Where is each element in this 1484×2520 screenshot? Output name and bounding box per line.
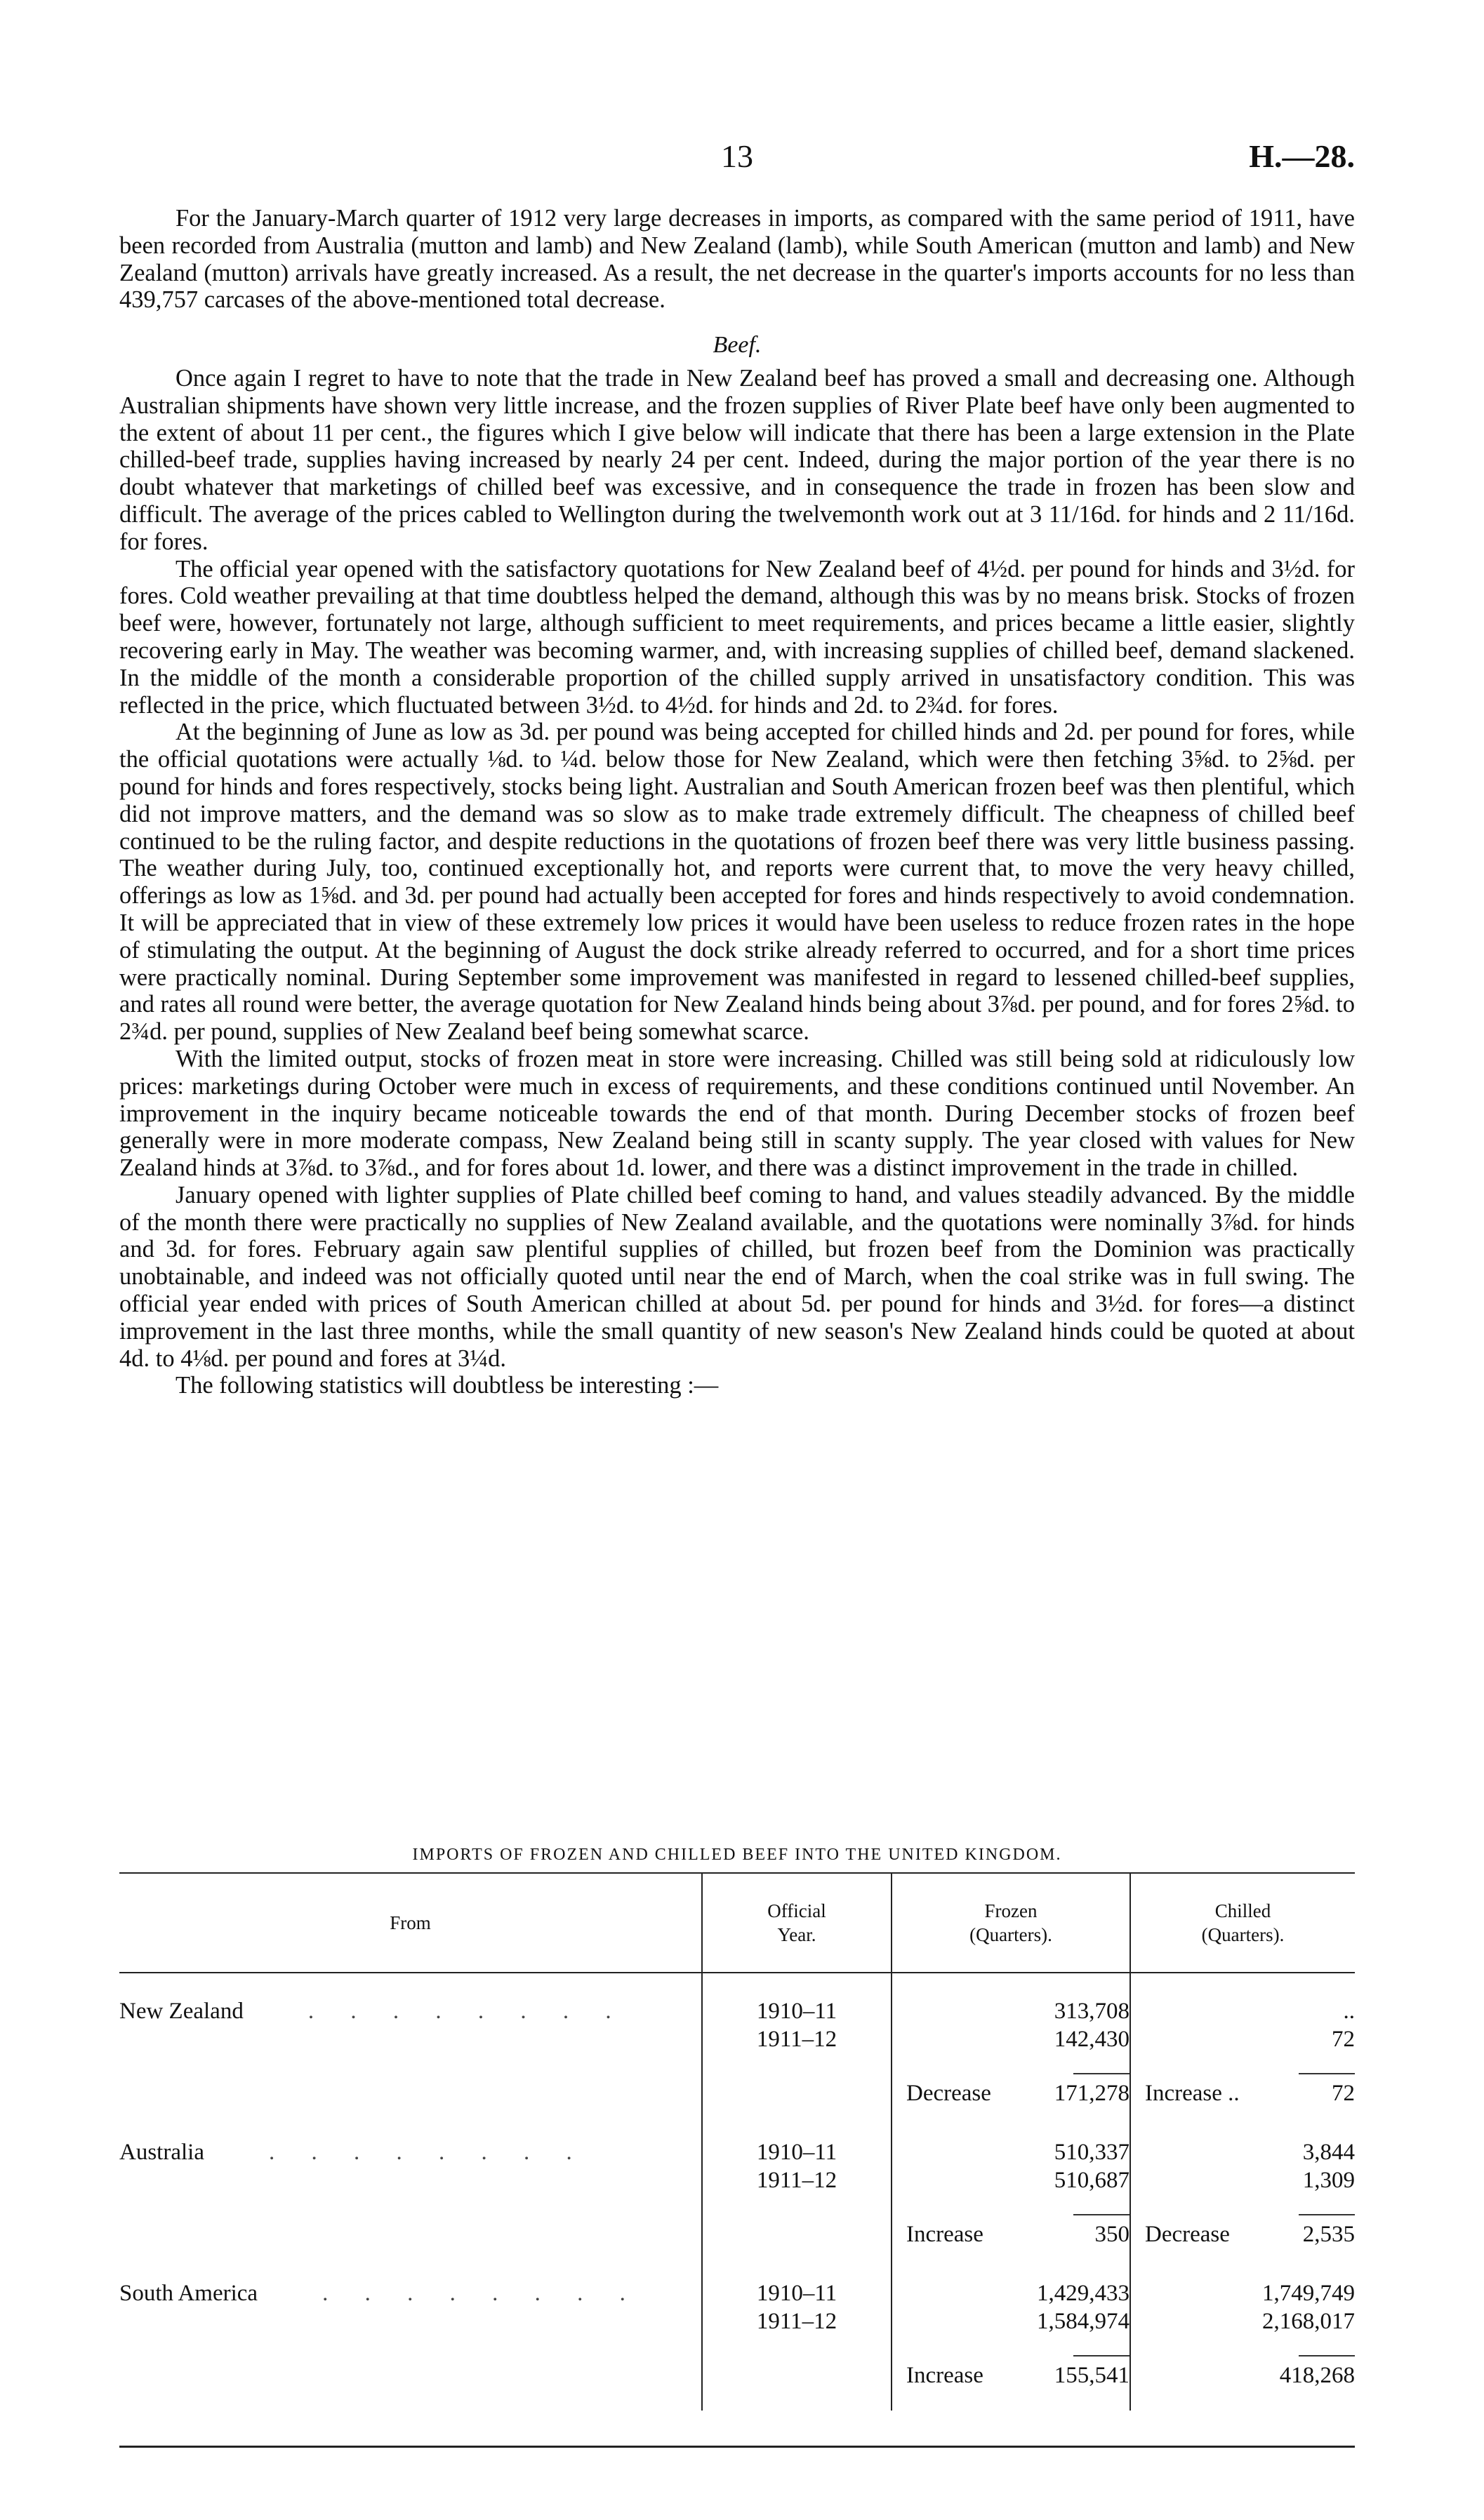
spacer-row (119, 1973, 1355, 1999)
bottom-rule (119, 2446, 1355, 2448)
leader-dots: . . . . . . . . (322, 2281, 641, 2306)
sum-rule (1299, 2073, 1355, 2074)
country-cell (119, 1999, 702, 2027)
chilled-change-value: 2,535 (1302, 2222, 1355, 2247)
frozen-change-cell (892, 2222, 1130, 2255)
frozen-change-cell (892, 2363, 1130, 2396)
frozen-cell: 1,584,974 (892, 2309, 1130, 2337)
table-row (119, 2027, 1355, 2055)
table-caption: IMPORTS OF FROZEN AND CHILLED BEEF INTO THE UNITED KINGDOM. (412, 1846, 1062, 1864)
paragraph-intro: For the January-March quarter of 1912 very large decreases in imports, as compared with the same period of 1911, have been recorded from Australia (mutton and lamb) and New Zealand (lamb), while South American (mutton and lamb) and New Zealand (mutton) arrivals have greatly increased. As a result, the net decrease in the quarter's imports accounts for no less than 439,757 carcases of the above-mentioned total decrease. (119, 205, 1355, 314)
change-row (119, 2363, 1355, 2396)
header-chilled-line1: Chilled (1214, 1900, 1271, 1921)
paragraph-limited-output: With the limited output, stocks of frozen meat in store were increasing. Chilled was still being sold at ridiculously low prices: marketings during October were much in excess of requirements, and these conditions continued until November. An improvement in the inquiry became noticeable towards the end of that month. During December stocks of frozen beef generally were in more moderate compass, New Zealand being still in scanty supply. The year closed with values for New Zealand hinds at 3⅞d. to 3⅞d., and for fores about 1d. lower, and there was a distinct improvement in the trade in chilled. (119, 1045, 1355, 1182)
chilled-cell: 3,844 (1130, 2140, 1355, 2168)
page-header (119, 138, 1355, 180)
header-frozen-line1: Frozen (984, 1900, 1038, 1921)
section-heading-beef: Beef. (713, 332, 762, 359)
chilled-cell: 72 (1130, 2027, 1355, 2055)
year-cell: 1911–12 (702, 2168, 892, 2196)
chilled-change-value: 418,268 (1279, 2363, 1355, 2388)
paragraph-beef-trade: Once again I regret to have to note that the trade in New Zealand beef has proved a small and decreasing one. Although Australian shipments have shown very little increase, and the frozen supplies of River Plate beef have only been augmented to the extent of about 11 per cent., the figures which I give below will indicate that there has been a large extension in the Plate chilled-beef trade, supplies having increased by nearly 24 per cent. Indeed, during the major portion of the year there is no doubt whatever that marketings of chilled beef was excessive, and in consequence the trade in frozen has been slow and difficult. The average of the prices cabled to Wellington during the twelvemonth work out at 3 11/16d. for hinds and 2 11/16d. for fores. (119, 364, 1355, 555)
frozen-cell: 313,708 (892, 1999, 1130, 2027)
header-frozen-line2: (Quarters). (969, 1924, 1052, 1945)
header-frozen (892, 1873, 1130, 1973)
sum-rule (1073, 2073, 1129, 2074)
table-row (119, 1999, 1355, 2027)
frozen-change-label: Increase (906, 2363, 983, 2388)
chilled-change-label: Increase .. (1145, 2081, 1240, 2106)
year-cell: 1911–12 (702, 2027, 892, 2055)
chilled-cell: 1,309 (1130, 2168, 1355, 2196)
country-name: Australia (119, 2140, 204, 2165)
paragraph-official-year: The official year opened with the satisfactory quotations for New Zealand beef of 4½d. per pound for hinds and 3½d. for fores. Cold weather prevailing at that time doubtless helped the demand, although this was by no means brisk. Stocks of frozen beef were, however, fortunately not large, although sufficient to meet requirements, and prices became a little easier, slightly recovering early in May. The weather was becoming warmer, and, with increasing supplies of chilled beef, demand slackened. In the middle of the month a considerable proportion of the chilled supply arrived in unsatisfactory condition. This was reflected in the price, which fluctuated between 3½d. to 4½d. for hinds and 2d. to 2¾d. for fores. (119, 555, 1355, 719)
frozen-change-value: 171,278 (1054, 2081, 1129, 2106)
year-cell: 1910–11 (702, 1999, 892, 2027)
change-row (119, 2222, 1355, 2255)
leader-dots: . . . . . . . . (268, 2140, 588, 2165)
country-name: South America (119, 2281, 258, 2306)
table-row (119, 2309, 1355, 2337)
table-header-row (119, 1873, 1355, 1973)
table-row (119, 2281, 1355, 2309)
sum-rule (1073, 2355, 1129, 2356)
sum-rule (1299, 2355, 1355, 2356)
table-body (119, 1973, 1355, 2411)
frozen-cell: 510,337 (892, 2140, 1130, 2168)
header-from (119, 1873, 702, 1973)
sum-rule (1299, 2214, 1355, 2215)
country-cell (119, 2140, 702, 2168)
header-year-line1: Official (767, 1900, 826, 1921)
frozen-cell: 142,430 (892, 2027, 1130, 2055)
frozen-change-value: 350 (1094, 2222, 1129, 2247)
body-text (119, 205, 1355, 1399)
frozen-change-label: Increase (906, 2222, 983, 2247)
chilled-change-cell (1130, 2363, 1355, 2396)
change-row (119, 2081, 1355, 2114)
chilled-change-cell (1130, 2081, 1355, 2114)
rule-row (119, 2337, 1355, 2363)
year-cell: 1911–12 (702, 2309, 892, 2337)
header-from-label: From (390, 1912, 431, 1933)
frozen-cell: 510,687 (892, 2168, 1130, 2196)
header-official-year (702, 1873, 892, 1973)
chilled-cell: 1,749,749 (1130, 2281, 1355, 2309)
frozen-change-label: Decrease (906, 2081, 991, 2106)
rule-row (119, 2196, 1355, 2222)
chilled-change-label: Decrease (1145, 2222, 1230, 2247)
chilled-change-cell (1130, 2222, 1355, 2255)
frozen-change-cell (892, 2081, 1130, 2114)
table-row (119, 2140, 1355, 2168)
country-cell (119, 2281, 702, 2309)
country-name: New Zealand (119, 1999, 244, 2024)
year-cell: 1910–11 (702, 2281, 892, 2309)
chilled-cell: 2,168,017 (1130, 2309, 1355, 2337)
chilled-cell: .. (1130, 1999, 1355, 2027)
header-chilled (1130, 1873, 1355, 1973)
leader-dots: . . . . . . . . (307, 1999, 627, 2024)
paragraph-statistics-intro: The following statistics will doubtless be interesting :— (175, 1372, 719, 1399)
spacer-row (119, 2255, 1355, 2281)
year-cell: 1910–11 (702, 2140, 892, 2168)
rule-row (119, 2055, 1355, 2081)
document-reference: H.—28. (1249, 138, 1355, 174)
header-year-line2: Year. (777, 1924, 816, 1945)
frozen-change-value: 155,541 (1054, 2363, 1129, 2388)
spacer-row (119, 2114, 1355, 2140)
frozen-cell: 1,429,433 (892, 2281, 1130, 2309)
header-chilled-line2: (Quarters). (1201, 1924, 1285, 1945)
paragraph-january: January opened with lighter supplies of Plate chilled beef coming to hand, and values steadily advanced. By the middle of the month there were practically no supplies of New Zealand available, and the quotations were nominally 3⅞d. for hinds and 3d. for fores. February again saw plentiful supplies of chilled, but frozen beef from the Dominion was practically unobtainable, and indeed was not officially quoted until near the end of March, when the coal strike was in full swing. The official year ended with prices of South American chilled at about 5d. per pound for hinds and 3½d. for fores—a distinct improvement in the last three months, while the small quantity of new season's New Zealand hinds could be quoted at about 4d. to 4⅛d. per pound and fores at 3¼d. (119, 1181, 1355, 1372)
sum-rule (1073, 2214, 1129, 2215)
chilled-change-value: 72 (1332, 2081, 1355, 2106)
paragraph-june: At the beginning of June as low as 3d. per pound was being accepted for chilled hinds and 2d. per pound for fores, while the official quotations were actually ⅛d. to ¼d. below those for New Zealand, which were then fetching 3⅝d. to 2⅝d. per pound for hinds and fores respectively, stocks being light. Australian and South American frozen beef was then plentiful, which did not improve matters, and the demand was so slow as to make trade extremely difficult. The cheapness of chilled beef continued to be the ruling factor, and despite reductions in the quotations of frozen beef there was very little business passing. The weather during July, too, continued exceptionally hot, and reports were current that, to move the very heavy chilled, offerings as low as 1⅝d. and 3d. per pound had actually been accepted for fores and hinds respectively to avoid condemnation. It will be appreciated that in view of these extremely low prices it would have been useless to reduce frozen rates in the hope of stimulating the output. At the beginning of August the dock strike already referred to occurred, and for a short time prices were practically nominal. During September some improvement was manifested in regard to lessened chilled-beef supplies, and rates all round were better, the average quotation for New Zealand hinds being about 3⅞d. per pound, and for fores 2⅝d. to 2¾d. per pound, supplies of New Zealand beef being somewhat scarce. (119, 719, 1355, 1046)
end-gap-row (119, 2396, 1355, 2411)
table-row (119, 2168, 1355, 2196)
beef-imports-table (119, 1872, 1355, 2411)
page-number: 13 (721, 138, 753, 174)
